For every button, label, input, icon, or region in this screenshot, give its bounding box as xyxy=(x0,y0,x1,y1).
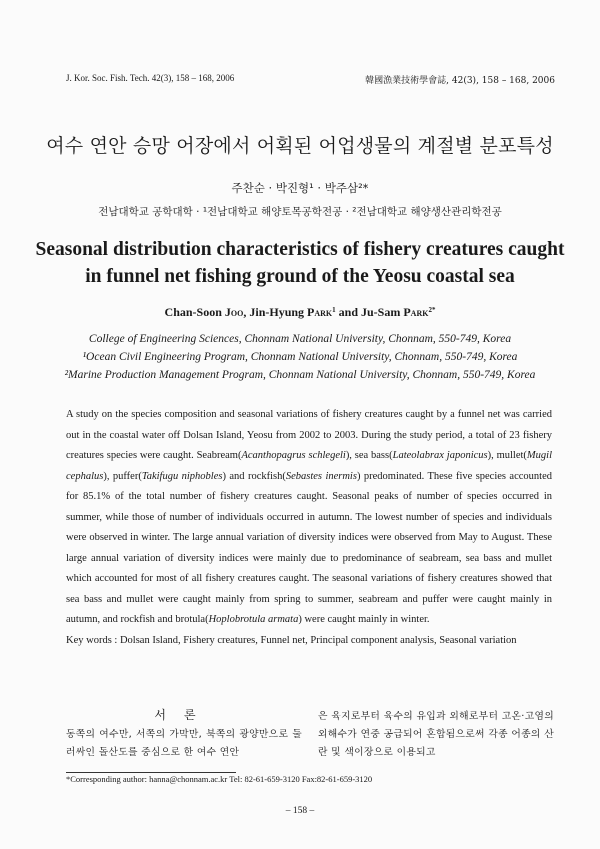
abstract xyxy=(66,405,552,631)
author-2-given: , Jin-Hyung xyxy=(243,305,308,319)
author-3-mark: 2* xyxy=(428,306,436,314)
english-authors xyxy=(0,305,600,320)
author-2-mark: 1 xyxy=(332,306,336,314)
species-name: Acanthopagrus schlegeli xyxy=(241,450,346,461)
species-name: Hoplobrotula armata xyxy=(208,614,299,625)
intro-left-column xyxy=(66,706,302,762)
journal-header-en: J. Kor. Soc. Fish. Tech. 42(3), 158 – 168, 2006 xyxy=(66,73,235,83)
author-2-surname: Park xyxy=(307,305,333,319)
keywords: Key words : Dolsan Island, Fishery creatures, Funnel net, Principal component analysis, Seasonal variation xyxy=(66,635,517,646)
author-1-surname: Joo xyxy=(224,305,244,319)
abstract-text: ) and rockfish( xyxy=(222,470,286,482)
intro-right-column xyxy=(318,708,554,762)
abstract-text: ) were caught mainly in winter. xyxy=(298,614,430,625)
author-1-given: Chan-Soon xyxy=(164,305,225,319)
abstract-text: ), puffer( xyxy=(103,470,142,482)
journal-header-ko: 韓國漁業技術學會誌, 42(3), 158 – 168, 2006 xyxy=(365,76,555,86)
korean-title: 여수 연안 승망 어장에서 어획된 어업생물의 계절별 분포특성 xyxy=(46,135,554,157)
affiliation-1: College of Engineering Sciences, Chonnam National University, Chonnam, 550-749, Korea xyxy=(88,333,512,345)
intro-right-text: 은 육지로부터 육수의 유입과 외해로부터 고온·고염의 외해수가 연중 공급되어 혼합됨으로써 각종 어종의 산란 및 색이장으로 이용되고 xyxy=(318,711,554,758)
english-title-line-2: in funnel net fishing ground of the Yeosu coastal sea xyxy=(85,266,515,287)
section-heading-intro: 서론 xyxy=(154,708,214,722)
english-affiliations xyxy=(0,330,600,384)
author-3-surname: Park xyxy=(403,305,429,319)
species-name: Takifugu niphobles xyxy=(141,470,223,482)
species-name: Lateolabrax japonicus xyxy=(392,450,488,461)
species-name: Sebastes inermis xyxy=(285,470,357,482)
abstract-text: ) predominated. These five species accounted for 85.1% of the total number of fishery creatures caught. Seasonal peaks of number of species occurred in summer, while those of number of individuals occurred in autumn. The lowest number of species and individuals were observed in winter. The large annual variation of diversity indices were observed from May to August. These large annual variation of diversity indices were mainly due to predominance of seabream, sea bass and mullet which accounted for most of all fishery creatures caught. The seasonal variations of fishery creatures showed that sea bass and mullet were caught mainly from spring to summer, seabream and puffer were caught mainly in autumn, and rockfish and brotula( xyxy=(66,470,552,625)
footnote-divider xyxy=(66,772,236,773)
author-3-given: and Ju-Sam xyxy=(335,305,404,319)
intro-left-text: 동쪽의 여수만, 서쪽의 가막만, 북쪽의 광양만으로 둘러싸인 돌산도를 중심으로 한 여수 연안 xyxy=(66,729,302,758)
affiliation-3: ²Marine Production Management Program, Chonnam National University, Chonnam, 550-749, Korea xyxy=(64,369,536,381)
english-title-line-1: Seasonal distribution characteristics of fishery creatures caught xyxy=(35,239,565,260)
page-number: – 158 – xyxy=(285,806,315,816)
corresponding-author-footnote: *Corresponding author: hanna@chonnam.ac.kr Tel: 82-61-659-3120 Fax:82-61-659-3120 xyxy=(66,774,373,784)
species-name: Mugil cephalus xyxy=(66,450,553,482)
abstract-text: A study on the species composition and seasonal variations of fishery creatures caught by a funnel net was carried out in the coastal water off Dolsan Island, Yeosu from 2002 to 2003. During the study period, a total of 23 fishery creatures species were caught. Seabream( xyxy=(66,409,552,461)
english-title xyxy=(30,236,570,290)
abstract-text: ), mullet( xyxy=(487,450,527,461)
affiliation-2: ¹Ocean Civil Engineering Program, Chonnam National University, Chonnam, 550-749, Korea xyxy=(82,351,518,363)
korean-affiliations: 전남대학교 공학대학 · ¹전남대학교 해양토목공학전공 · ²전남대학교 해양생산관리학전공 xyxy=(98,206,502,218)
korean-authors: 주찬순 · 박진형¹ · 박주삼²* xyxy=(231,181,369,195)
abstract-text: ), sea bass( xyxy=(345,450,393,461)
